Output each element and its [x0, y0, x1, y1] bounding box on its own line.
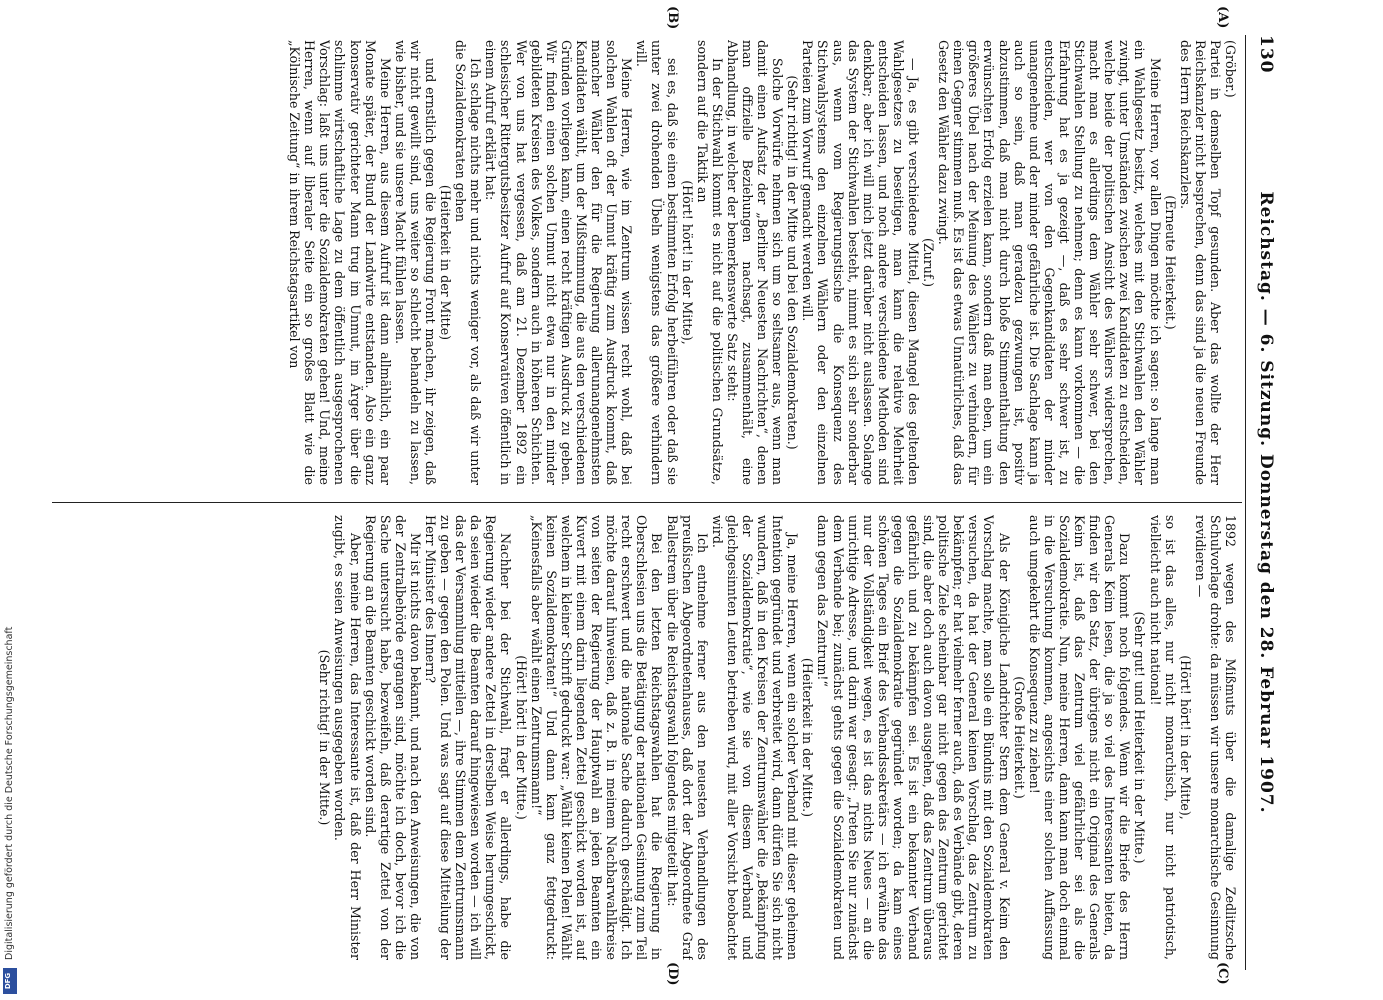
interjection: (Hört! hört! in der Mitte.): [513, 655, 529, 820]
paragraph: und ernstlich gegen die Regierung Front machen, ihr zeigen, daß wir nicht gewillt sind, uns weiter so schlecht behandeln zu lassen, wie bisher, und sie unsere Macht fühlen lassen.: [392, 40, 439, 485]
interjection: (Sehr richtig! in der Mitte und bei den Sozialdemokraten.): [785, 75, 801, 450]
interjection: (Erneute Heiterkeit.): [1162, 195, 1178, 330]
left-column: [58, 40, 1238, 485]
paragraph: Meine Herren, wie im Zentrum wissen recht wohl, daß bei solchen Wahlen oft der Unmut kräftig zum Ausdruck kommt, daß mancher Wähler den für die Regierung allerunangenehmsten Kandidaten wählt, um der Mißstimmung, die aus den verschiedenen Gründen vorliegen kann, einen recht kräftigen Ausdruck zu geben. Wir finden einen solchen Unmut nicht etwa nur in den minder gebildeten Kreisen des Volkes, sondern auch in höheren Schichten. Wer von uns hat vergessen, daß am 21. Dezember 1892 ein schlesischer Rittergutsbesitzer Aufruf auf Konservativen öffentlich in einem Aufruf erklärt hat:: [483, 40, 635, 485]
paragraph: Meine Herren, aus diesem Aufruf ist dann allmählich, ein paar Monate später, der Bund der Landwirte entstanden. Also ein ganz konservativ gerichteter Mann trug im Unmut, im Ärger über die schlimme wirtschaftliche Lage zu dem öffentlich ausgesprochenen Vorschlag: laßt uns unter die Sozialdemokraten gehen! Und, meine Herren, wenn auf liberaler Seite ein so großes Blatt wie die „Kölnische Zeitung“ in ihrem Reichstagsartikel von: [287, 40, 393, 485]
page-header: [1242, 35, 1276, 970]
interjection: (Große Heiterkeit.): [1011, 676, 1027, 799]
interjection: (Heiterkeit in der Mitte): [438, 184, 454, 341]
funding-credit-text: Digitalisierung gefördert durch die Deutsche Forschungsgemeinschaft: [4, 626, 15, 960]
margin-mark-b: (B): [665, 6, 680, 30]
paragraph: sei es, daß sie einen bestimmten Erfolg herbeiführen oder daß sie unter zwei drohenden Übeln wenigstens das größere verhindern will.: [634, 40, 680, 485]
paragraph: Aber, meine Herren, das Interessante ist, daß der Herr Minister zugibt, es seien Anweisungen ausgegeben worden.: [332, 515, 363, 960]
paragraph: Meine Herren, vor allen Dingen möchte ich sagen: so lange man ein Wahlgesetz besitzt, welches mit den Stichwahlen den Wähler zwingt, unter Umständen zwischen zwei Kandidaten zu entscheiden, welche beide der politischen Ansicht des Wählers widersprechen, macht man es allerdings dem Wähler sehr schwer, bei den Stichwahlen Stellung zu nehmen; denn es kann vorkommen — die Erfahrung hat es ja gezeigt —, daß es sehr schwer ist, zu entscheiden, wer von den Gegenkandidaten der minder unangenehme und der minder gefährliche ist. Die Sachlage kann ja auch so sein, daß man geradezu gezwungen ist, positiv abzustimmen, daß man nicht durch bloße Stimmenthaltung den erwünschten Erfolg erzielen kann, sondern daß man eben, um ein größeres Übel nach der Meinung des Wählers zu verhindern, für einen Gegner stimmen muß. Es ist das etwas Unnatürliches, daß das Gesetz den Wähler dazu zwingt.: [936, 40, 1163, 485]
paragraph: Bei den letzten Reichstagswahlen hat die Regierung in Oberschlesien uns die Betätigung der nationalen Gesinnung zum Teil recht erschwert und die nationale Sache dadurch geschädigt. Ich möchte darauf hinweisen, daß z. B. in meinem Nachbarwahlkreise von seiten der Regierung der Hauptwahl an jeden Beamten ein Kuvert mit einem darin liegenden Zettel geschickt worden ist, auf welchem in kleiner Schrift gedruckt war: „Wählt keinen Polen! Wählt keinen Sozialdemokraten!“ Und dann kam ganz fettgedruckt: „Keinesfalls aber wählt einen Zentrumsmann!“: [528, 515, 665, 960]
column-divider: [52, 502, 1242, 503]
paragraph: so ist das alles, nur nicht monarchisch, nur nicht patriotisch, vielleicht auch nicht national!: [1147, 515, 1178, 960]
page-title: Reichstag. — 6. Sitzung. Donnerstag den 28. Februar 1907.: [1256, 191, 1276, 814]
dfg-logo-text: DFG: [4, 972, 13, 990]
interjection: (Sehr gut! und Heiterkeit in der Mitte.): [1132, 611, 1148, 864]
paragraph: In der Stichwahl kommt es nicht auf die politischen Grundsätze, sondern auf die Taktik an: [694, 40, 725, 485]
interjection: (Zuruf.): [921, 237, 937, 288]
interjection: (Hört! hört! in der Mitte),: [679, 180, 695, 345]
paragraph: 1892 wegen des Mißmuts über die damalige Zedlitzsche Schulvorlage drohte: da müssen wir unsere monarchische Gesinnung revidieren —: [1192, 515, 1238, 960]
interjection: (Heiterkeit in der Mitte.): [800, 657, 816, 818]
paragraph: Solche Vorwürfe nehmen sich um so seltsamer aus, wenn man damit einen Aufsatz der „Berliner Neuesten Nachrichten“, denen man offizielle Beziehungen nachsagt, zusammenhält, eine Abhandlung, in welcher der bemerkenswerte Satz steht:: [724, 40, 786, 485]
right-column: [58, 515, 1238, 960]
interjection: (Hört! hört! in der Mitte),: [1177, 655, 1193, 820]
margin-mark-d: (D): [665, 962, 680, 986]
paragraph: — Ja, es gibt verschiedene Mittel, diesen Mangel des geltenden Wahlgesetzes zu beseitigen, man kann die relative Mehrheit entscheiden lassen, und noch andere verschiedene Methoden sind denkbar; aber ich will mich jetzt darüber nicht auslassen. Solange das System der Stichwahlen besteht, nimmt es sich sehr sonderbar aus, wenn vom Regierungstische die Konsequenz des Stichwahlsystems den einzelnen Wählern oder den einzelnen Parteien zum Vorwurf gemacht werden will.: [800, 40, 922, 485]
paragraph: Ja, meine Herren, wenn ein solcher Verband mit dieser geheimen Intention gegründet und verbreitet wird, dann dürfen Sie sich nicht wundern, daß in den Kreisen der Zentrumswähler die „Bekämpfung der Sozialdemokratie“, wie sie von diesem Verband und gleichgesinnten Leuten betrieben wird, mit aller Vorsicht beobachtet wird.: [709, 515, 801, 960]
header-rule: [1245, 35, 1246, 970]
paragraph: Als der Königliche Landrichter Stern dem General v. Keim den Vorschlag machte, man solle ein Bündnis mit den Sozialdemokraten versuchen, da hat der General keinen Vorschlag, das Zentrum zu bekämpfen; er hat vielmehr ferner auch, daß es Verbände gibt, deren politische Ziele scheinbar gar nicht gegen das Zentrum gerichtet sind, die aber doch auch davon ausgehen, daß das Zentrum überaus gefährlich und zu bekämpfen sei. Es ist ein bekannter Verband gegen die Sozialdemokratie gegründet worden; da kam eines schönen Tages ein Brief des Verbandssekretärs — ich erwähne das nur der Vollständigkeit wegen, es ist das nichts Neues — an die unrichtige Adresse, und darin war gesagt: „Treten Sie nur zunächst dem Verbande bei; zunächst gehts gegen die Sozialdemokraten und dann gegen das Zentrum!“: [815, 515, 1012, 960]
paragraph: (Gröber.): [1223, 40, 1238, 98]
paragraph: Partei in demselben Topf gesunden. Aber das wollte der Herr Reichskanzler nicht besprechen, denn das sind ja die neuen Freunde des Herrn Reichskanzlers.: [1177, 40, 1223, 485]
paragraph: Dazu kommt noch folgendes. Wenn wir die Briefe des Herrn Generals Keim lesen, die ja so viel des Interessanten bieten, da finden wir den Satz, der übrigens nicht ein Original des Generals Keim ist, daß das Zentrum viel gefährlicher sei als die Sozialdemokratie. Nun, meine Herren, dann kann man doch einmal in die Versuchung kommen, angesichts einer solchen Auffassung auch umgekehrt die Konsequenz zu ziehen!: [1026, 515, 1133, 960]
paragraph: Nachher bei der Stichwahl, fragt er allerdings, habe die Regierung wieder andere Zettel in derselben Weise herumgeschickt, da seien wieder die Beamten darauf hingewiesen worden — ich will das der Versammlung mitteilen —, ihre Stimmen dem Zentrumsmann zu geben — gegen den Polen. Und was sagt auf diese Mitteilung der Herr Minister des Innern?: [423, 515, 514, 960]
margin-mark-c: (C): [1215, 962, 1230, 985]
paragraph: Mir ist nichts davon bekannt, und nach den Anweisungen, die von der Zentralbehörde ergangen sind, möchte ich doch, bevor ich die Sache untersucht habe, bezweifeln, daß derartige Zettel von der Regierung an die Beamten geschickt worden sind.: [362, 515, 423, 960]
page-number: 130: [1256, 35, 1276, 74]
margin-mark-a: (A): [1215, 6, 1230, 29]
paragraph: Ich schlage nichts mehr und nichts weniger vor, als daß wir unter die Sozialdemokraten gehen: [453, 40, 484, 485]
paragraph: Ich entnehme ferner aus den neuesten Verhandlungen des preußischen Abgeordnetenhauses, daß dort der Abgeordnete Graf Ballestrem über die Reichstagswahl folgendes mitgeteilt hat:: [664, 515, 710, 960]
interjection: (Sehr richtig! in der Mitte.): [317, 649, 333, 826]
